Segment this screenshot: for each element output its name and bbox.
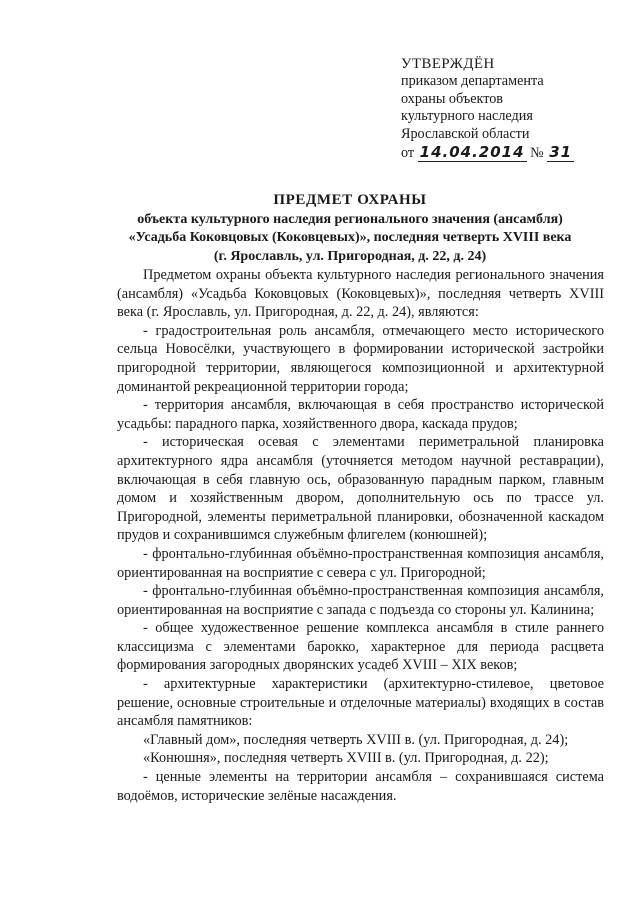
body-paragraph: «Конюшня», последняя четверть XVIII в. (ул. Пригородная, д. 22); (143, 750, 549, 767)
body-paragraph: «Главный дом», последняя четверть XVIII в. (ул. Пригородная, д. 24); (143, 731, 569, 748)
approval-line: Ярославской области (401, 125, 530, 142)
document-heading (80, 191, 620, 266)
body-paragraph: - территория ансамбля, включающая в себя пространство исторической усадьбы: парадного парка, хозяйственного двора, каскада прудов; (117, 397, 604, 432)
heading-line: «Усадьба Коковцовых (Коковцевых)», последняя четверть XVIII века (128, 230, 572, 246)
body-paragraph: - фронтально-глубинная объёмно-пространственная композиция ансамбля, ориентированная на восприятие с запада с подъезда со стороны ул. Калинина; (117, 583, 604, 618)
body-paragraph: - историческая осевая с элементами периметральной планировка архитектурного ядра ансамбля (уточняется методом научной реставрации), включающая в себя главную ось, образованную парадным парком, главным домом и хозяйственным двором, дополнительную ось по трассе ул. Пригородной, элементы периметральной планировки, обозначенной каскадом прудов и сохранившимся служебным флигелем (конюшней); (117, 434, 604, 544)
approval-stamp (401, 56, 601, 162)
approval-line: приказом департамента (401, 73, 544, 90)
heading-line: (г. Ярославль, ул. Пригородная, д. 22, д. 24) (213, 248, 487, 264)
body-paragraph: - общее художественное решение комплекса ансамбля в стиле раннего классицизма с элементами барокко, характерное для периода расцвета формирования загородных дворянских усадеб XVIII – XIX веков; (117, 620, 604, 674)
number-prefix: № (530, 145, 544, 162)
approval-date-line (401, 144, 601, 162)
date-prefix: от (401, 145, 415, 162)
approval-line: культурного наследия (401, 108, 533, 125)
heading-line: объекта культурного наследия регионального значения (ансамбля) (137, 211, 563, 227)
body-paragraph: - фронтально-глубинная объёмно-пространственная композиция ансамбля, ориентированная на восприятие с севера с ул. Пригородной; (117, 545, 604, 581)
body-paragraph: Предметом охраны объекта культурного наследия регионального значения (ансамбля) «Усадьба Коковцовых (Коковцевых)», последняя четверть XVIII века (г. Ярославль, ул. Пригородная, д. 22, д. 24), являются: (117, 267, 604, 321)
body-paragraph: - градостроительная роль ансамбля, отмечающего место исторического сельца Новосёлки, участвующего в формировании исторической застройки пригородной территории, являющегося композиционной и архитектурной доминантой рекреационной территории города; (117, 322, 604, 395)
approval-number: 31 (549, 143, 573, 162)
approval-title: УТВЕРЖДЁН (401, 56, 495, 72)
body-paragraph: - архитектурные характеристики (архитектурно-стилевое, цветовое решение, основные строительные и отделочные материалы) входящих в состав ансамбля памятников: (117, 676, 604, 730)
body-paragraph: - ценные элементы на территории ансамбля – сохранившаяся система водоёмов, исторические зелёные насаждения. (117, 769, 604, 804)
approval-line: охраны объектов (401, 90, 503, 107)
document-title: ПРЕДМЕТ ОХРАНЫ (273, 192, 427, 208)
approval-date: 14.04.2014 (419, 143, 525, 162)
document-body (117, 266, 604, 805)
